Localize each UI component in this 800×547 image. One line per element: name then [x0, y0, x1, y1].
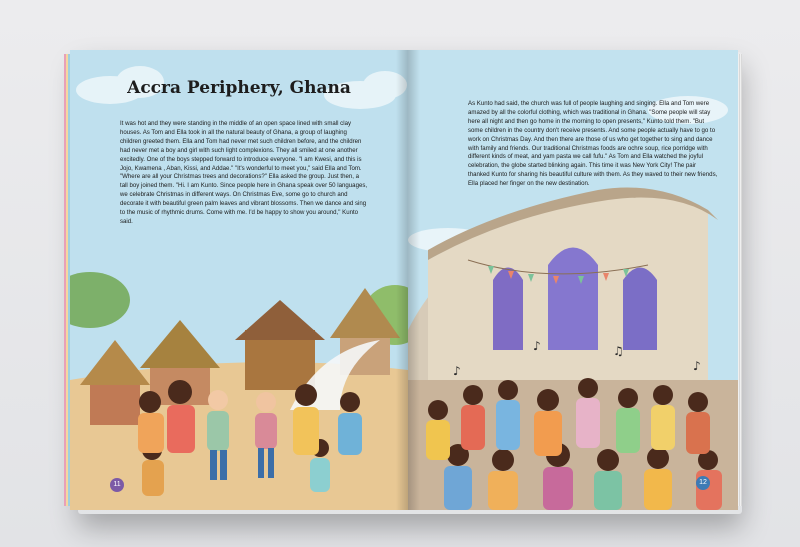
right-page [408, 50, 738, 510]
book-gutter [396, 50, 420, 510]
page-number-left: 11 [110, 478, 124, 492]
svg-text:♪: ♪ [533, 339, 541, 353]
story-text-right: As Kunto had said, the church was full of people laughing and singing. Ella and Tom were amazed by all the colorful clothing, which was traditional in Ghana. "Some people will stay here all night and then go home in the morning to open presents," Kunto told them. "But some children in the country don't receive presents. And some people actually have to go to work on Christmas Day. And then there are those of us who get together to sing and dance with family and friends. Our traditional Christmas foods are ochre soup, rice porridge with different kinds of meat, and yam pasta we call fufu." As Tom and Ella watched the joyful celebration, the globe started blinking again. This time it was New York City! The pair thanked Kunto for sharing his beautiful culture with them. As they waved to their new friends, Ella placed her finger on the new destination. [468, 100, 718, 188]
svg-text:♫: ♫ [613, 344, 624, 358]
svg-text:♪: ♪ [693, 359, 701, 373]
svg-text:♪: ♪ [453, 364, 461, 378]
story-text-left: It was hot and they were standing in the middle of an open space lined with small clay houses. As Tom and Ella took in all the natural beauty of Ghana, a group of laughing children greeted them. Ella and Tom had never met such children before, and the children had never met a boy and girl with such light complexions. They all smiled at one another excitedly. One of the boys stepped forward to introduce everyone. "I am Kwesi, and this is Jojo, Kwamena , Aban, Kissi, and Addae." "It's wonderful to meet you," said Ella and Tom. "Where are all your Christmas trees and decorations?" Ella asked the group. Just then, a tall boy joined them. "Hi. I am Kunto. Since people here in Ghana speak over 50 languages, we celebrate Christmas in different ways. On Christmas Eve, some go to church and decorate it with beautiful green palm leaves and vibrant blossoms. Then we dance and sing to the music of rhythmic drums. Come with me. I'd be happy to show you around," Kunto said. [120, 120, 368, 225]
left-page [70, 50, 408, 510]
page-title: Accra Periphery, Ghana [127, 78, 351, 98]
village-illustration [70, 50, 408, 510]
page-number-right: 12 [696, 476, 710, 490]
